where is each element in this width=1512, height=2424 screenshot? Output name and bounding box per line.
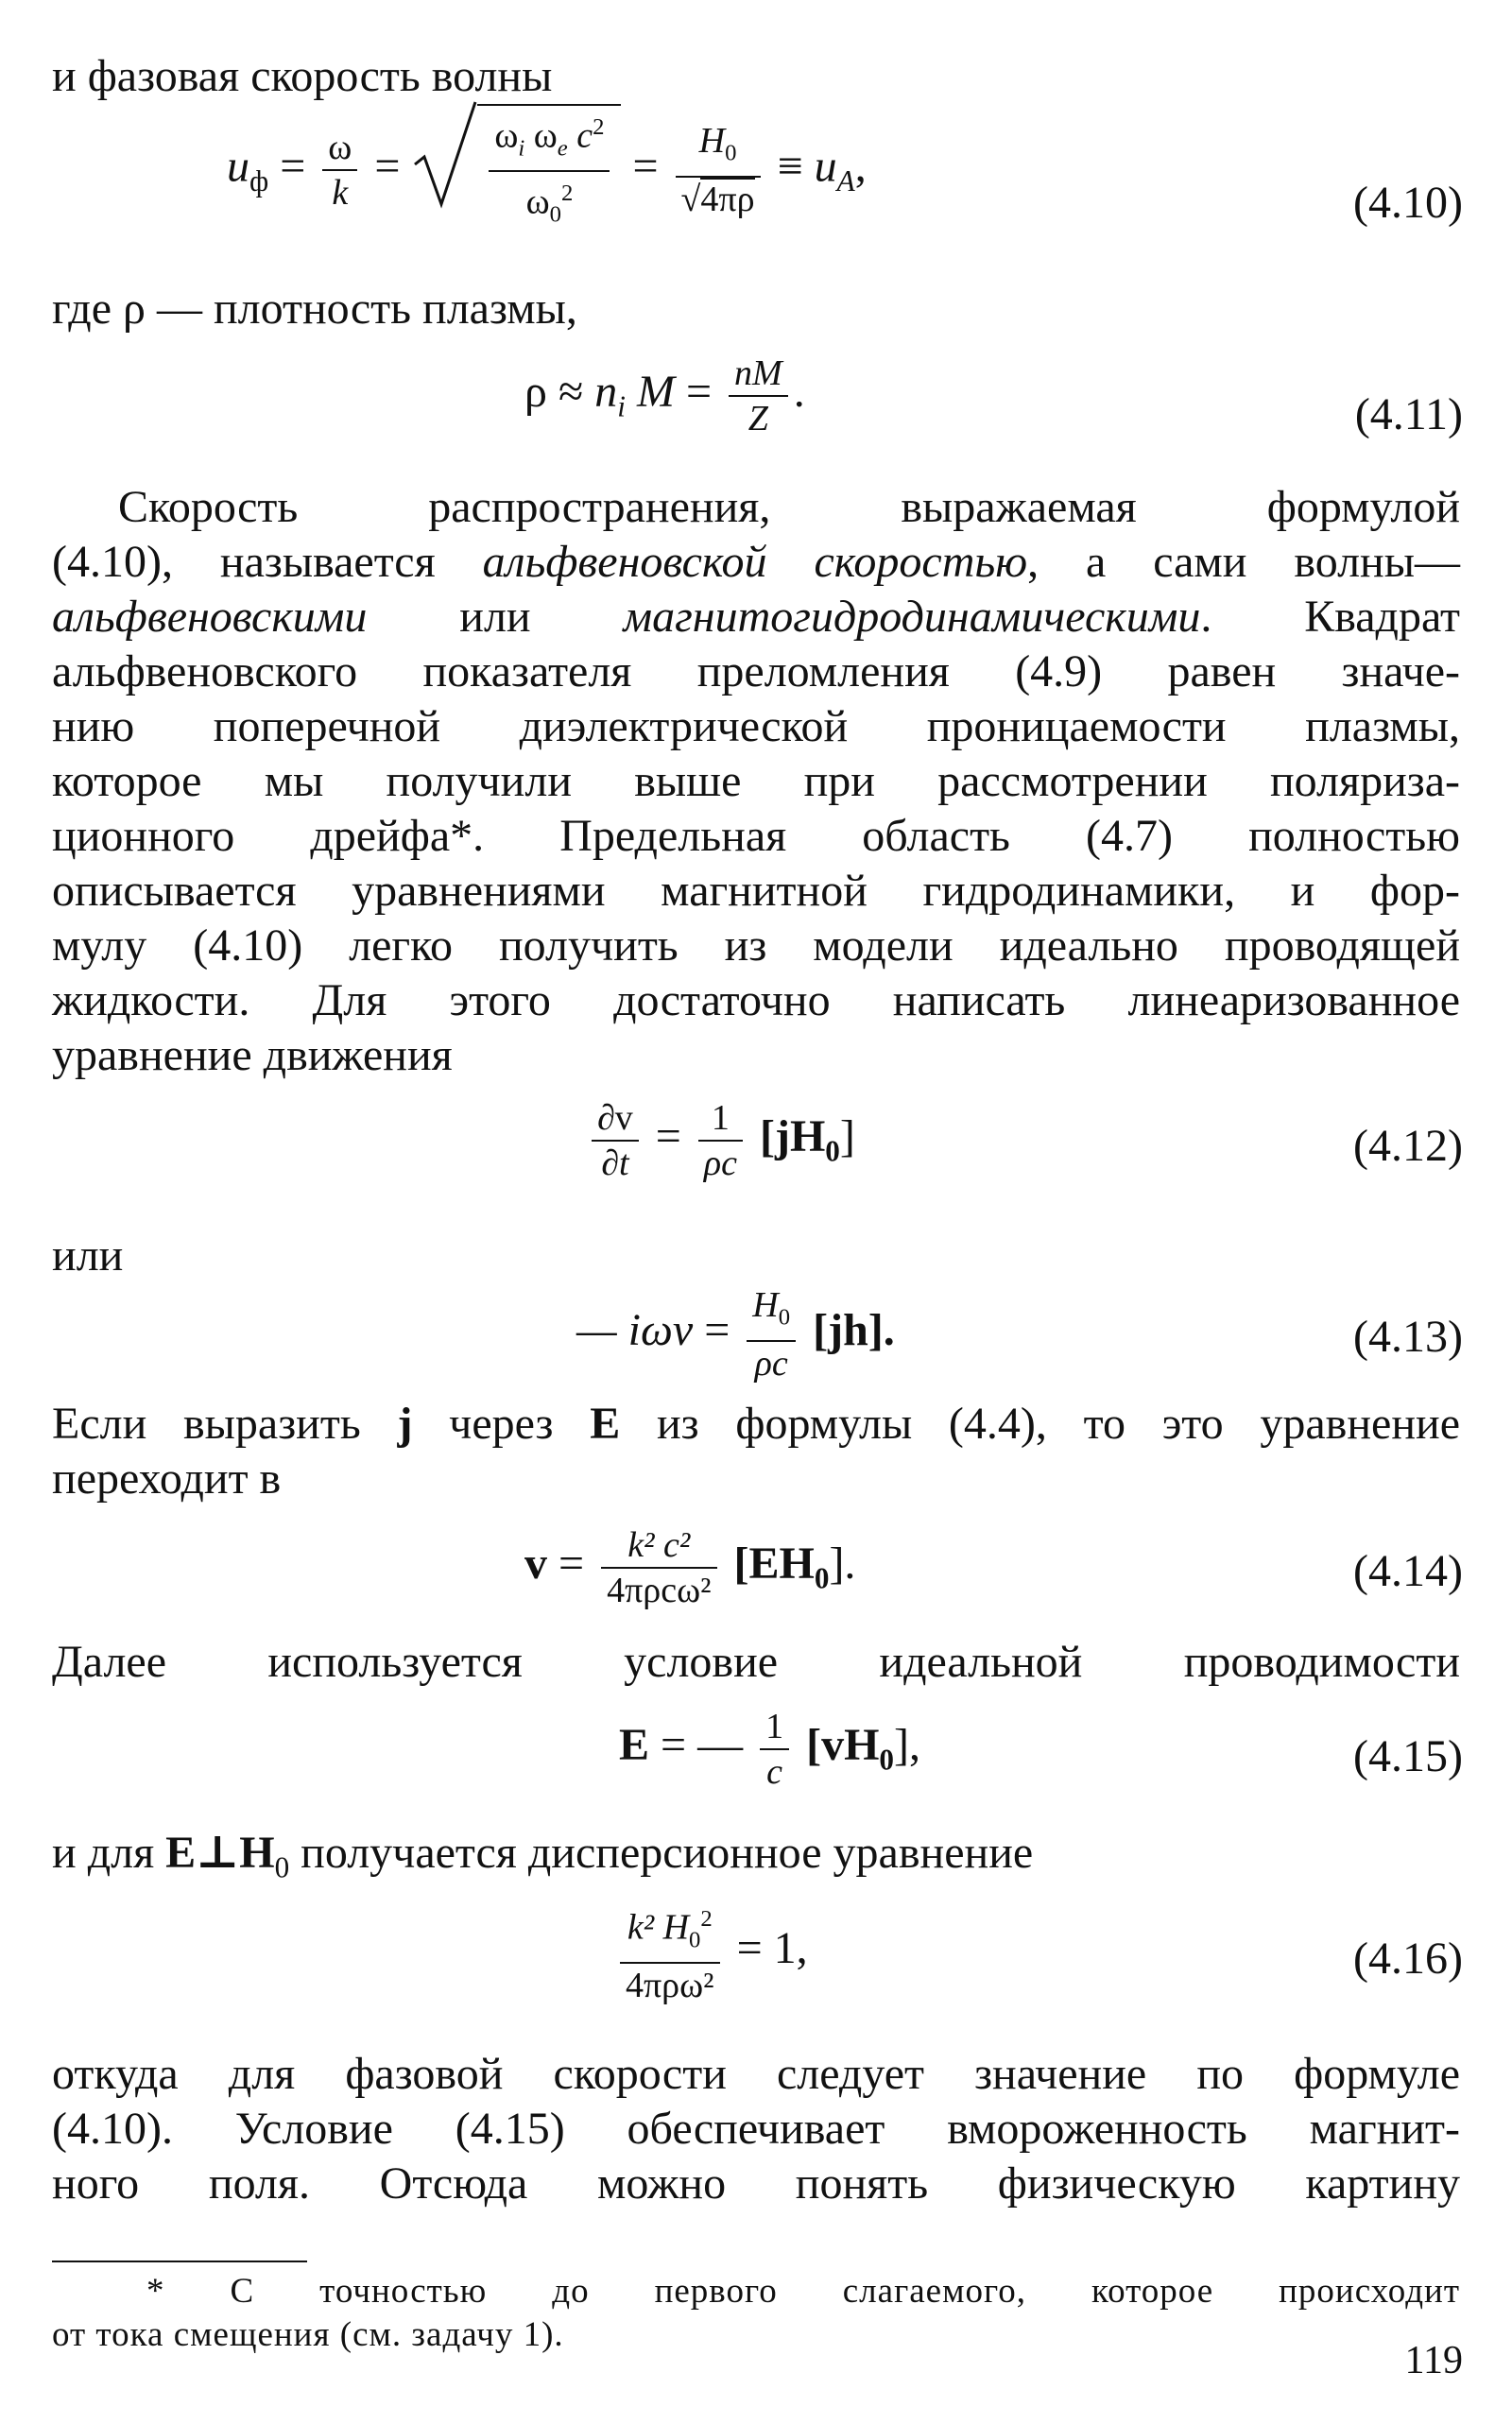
eq-4-10-equiv: ≡ [777,141,803,192]
eq-4-10-eq2: = [374,141,401,192]
eq-4-10-fraction-omega-k [322,126,357,215]
fraction-denominator: ρc [754,1343,788,1384]
eq-number-4-12: (4.12) [1353,1121,1463,1171]
equation-4-11 [524,352,805,440]
eq-4-10-eq3: = [632,141,659,192]
eq-4-10-fraction-h0 [676,119,761,221]
equation-4-16 [614,1898,808,2007]
eq-4-14-rhs-end: ]. [829,1539,856,1590]
paragraph-frozen-field [52,2047,1460,2211]
para2-line: Если выразить j через E из формулы (4.4), то это уравнение [52,1399,1461,1449]
fraction-denominator: ∂t [601,1143,629,1183]
para1-line: описывается уравнениями магнитной гидродинамики, и фор- [52,866,1460,916]
para3-line: (4.10). Условие (4.15) обеспечивает вмороженность магнит- [52,2104,1460,2154]
para1-line: уравнение движения [52,1030,453,1080]
eq-4-10-lhs-sub: ф [249,163,269,198]
eq-4-10-rhs: u [814,141,837,192]
para1-line: нию поперечной диэлектрической проницаемости плазмы, [52,701,1460,751]
or-line: или [52,1230,124,1281]
para2-line: переходит в [52,1453,282,1504]
fraction-numerator: $H_0$ [676,119,761,178]
eq-4-14-fraction [601,1523,716,1612]
fraction-numerator: nM [729,352,788,397]
eq-4-11-M: M [636,367,675,418]
eq-number-4-14: (4.14) [1353,1546,1463,1596]
eq-number-4-16: (4.16) [1353,1934,1463,1984]
para1-line: ционного дрейфа*. Предельная область (4.7) полностью [52,811,1460,861]
eq-number-4-15: (4.15) [1353,1731,1463,1781]
fraction-denominator: 4πρω² [626,1966,714,2006]
eq-4-12-rhs-end: ] [839,1111,855,1162]
equation-4-12 [586,1096,855,1185]
eq-number-4-11: (4.11) [1354,389,1463,439]
fraction-denominator: √4πρ [680,180,755,220]
eq-4-11-tail: . [793,367,805,418]
para1-line: которое мы получили выше при рассмотрении поляриза- [52,756,1460,806]
eq-4-10-eq1: = [280,141,306,192]
further-line: Далее используется условие идеальной проводимости [52,1637,1460,1687]
equation-4-13 [576,1283,895,1385]
fraction-numerator: 1 [698,1096,743,1142]
eq-4-10-lhs: u [227,141,249,192]
intro-line: и фазовая скорость волны [52,51,553,101]
eq-4-11-fraction [729,352,788,440]
para1-line: альфвеновскими или магнитогидродинамическими. Квадрат [52,592,1461,642]
footnote-line: * С точностью до первого слагаемого, которое происходит [146,2272,1460,2311]
eq-4-16-fraction [620,1898,720,2007]
paragraph-express-j [52,1397,1460,1506]
fraction-denominator: c [766,1752,783,1792]
para1-line: жидкости. Для этого достаточно написать линеаризованное [52,975,1460,1025]
fraction-denominator: k [332,173,349,214]
equation-4-10 [227,104,867,237]
footnote [52,2270,1460,2357]
eq-number-4-13: (4.13) [1353,1312,1463,1362]
eq-4-12-derivative [592,1096,639,1185]
fraction-numerator: ∂v [592,1096,639,1142]
paragraph-alfven [52,480,1460,1083]
eq-4-14-rhs: [EH [733,1539,815,1590]
eq-4-15-rhs-sub: 0 [879,1743,895,1777]
eq-4-12-fraction [698,1096,743,1185]
eq-4-16-rhs: = 1, [736,1923,808,1974]
eq-4-13-fraction [747,1283,796,1385]
line-perp: и для $E\perp H_0$ получается дисперсионное уравнение [52,1828,1034,1884]
eq-4-15-rhs-end: ], [894,1720,920,1771]
fraction-numerator: k² $H_0^2$ [620,1898,720,1964]
eq-4-12-rhs: [jH [759,1111,826,1162]
eq-4-14-lhs: v [524,1539,547,1590]
para3-line: ного поля. Отсюда можно понять физическую картину [52,2158,1460,2209]
root-denominator: $\omega_0^2$ [525,181,574,228]
page-number: 119 [1404,2339,1463,2382]
line-further [52,1635,1460,1690]
term-alfven-speed: альфвеновской скоростью [482,537,1028,587]
eq-4-12-eq: = [655,1111,681,1162]
eq-4-11-n: n [594,367,618,418]
para1-line: мулу (4.10) легко получить из модели идеально проводящей [52,920,1460,971]
radical-sign-icon [411,98,479,212]
where-line: где ρ — плотность плазмы, [52,284,577,334]
eq-4-14-eq: = [558,1539,585,1590]
eq-4-15-lhs: E [619,1720,650,1771]
equation-4-14 [524,1523,855,1612]
eq-4-11-eq: = [685,367,713,418]
root-fraction [489,106,610,237]
fraction-denominator: ρc [703,1143,737,1183]
eq-number-4-10: (4.10) [1353,178,1463,228]
fraction-numerator: ω [322,126,357,171]
equation-4-15 [619,1705,920,1794]
eq-4-11-n-sub: i [617,389,626,423]
para1-line: (4.10), называется альфвеновской скоростью, а сами волны— [52,537,1460,587]
eq-4-12-rhs-sub: 0 [825,1134,840,1168]
eq-4-11-rho: ρ [524,367,547,418]
eq-4-13-eq: = [704,1304,730,1355]
fraction-numerator: 1 [760,1705,789,1750]
eq-4-13-rhs: [jh]. [813,1304,895,1355]
eq-4-14-rhs-sub: 0 [814,1561,830,1595]
square-root [411,104,621,237]
eq-4-10-rhs-sub: A [836,163,855,198]
term-mhd-waves: магнитогидродинамическими [623,592,1201,642]
eq-4-15-eq: = — [661,1720,744,1771]
footnote-line: от тока смещения (см. задачу 1). [52,2315,564,2354]
e-perp-h0: E⊥H [165,1828,275,1878]
footnote-divider [52,2261,307,2262]
eq-4-15-rhs: [vH [806,1720,880,1771]
para3-line: откуда для фазовой скорости следует значение по формуле [52,2049,1460,2099]
fraction-numerator: $H_0$ [747,1283,796,1342]
eq-4-13-lhs: — iωv [576,1304,694,1355]
para1-line: альфвеновского показателя преломления (4.9) равен значе- [52,646,1460,696]
eq-4-10-tail: , [854,141,867,192]
fraction-denominator: 4πρcω² [607,1571,712,1610]
para1-line: Скорость распространения, выражаемая формулой [118,482,1460,532]
eq-4-15-fraction [760,1705,789,1794]
eq-4-11-approx: ≈ [558,367,584,418]
term-alfven-waves: альфвеновскими [52,592,368,642]
fraction-numerator: k² c² [601,1523,716,1569]
root-numerator: $\omega_i$ $\omega_e$ $c^2$ [489,106,610,172]
fraction-denominator: Z [747,399,768,438]
